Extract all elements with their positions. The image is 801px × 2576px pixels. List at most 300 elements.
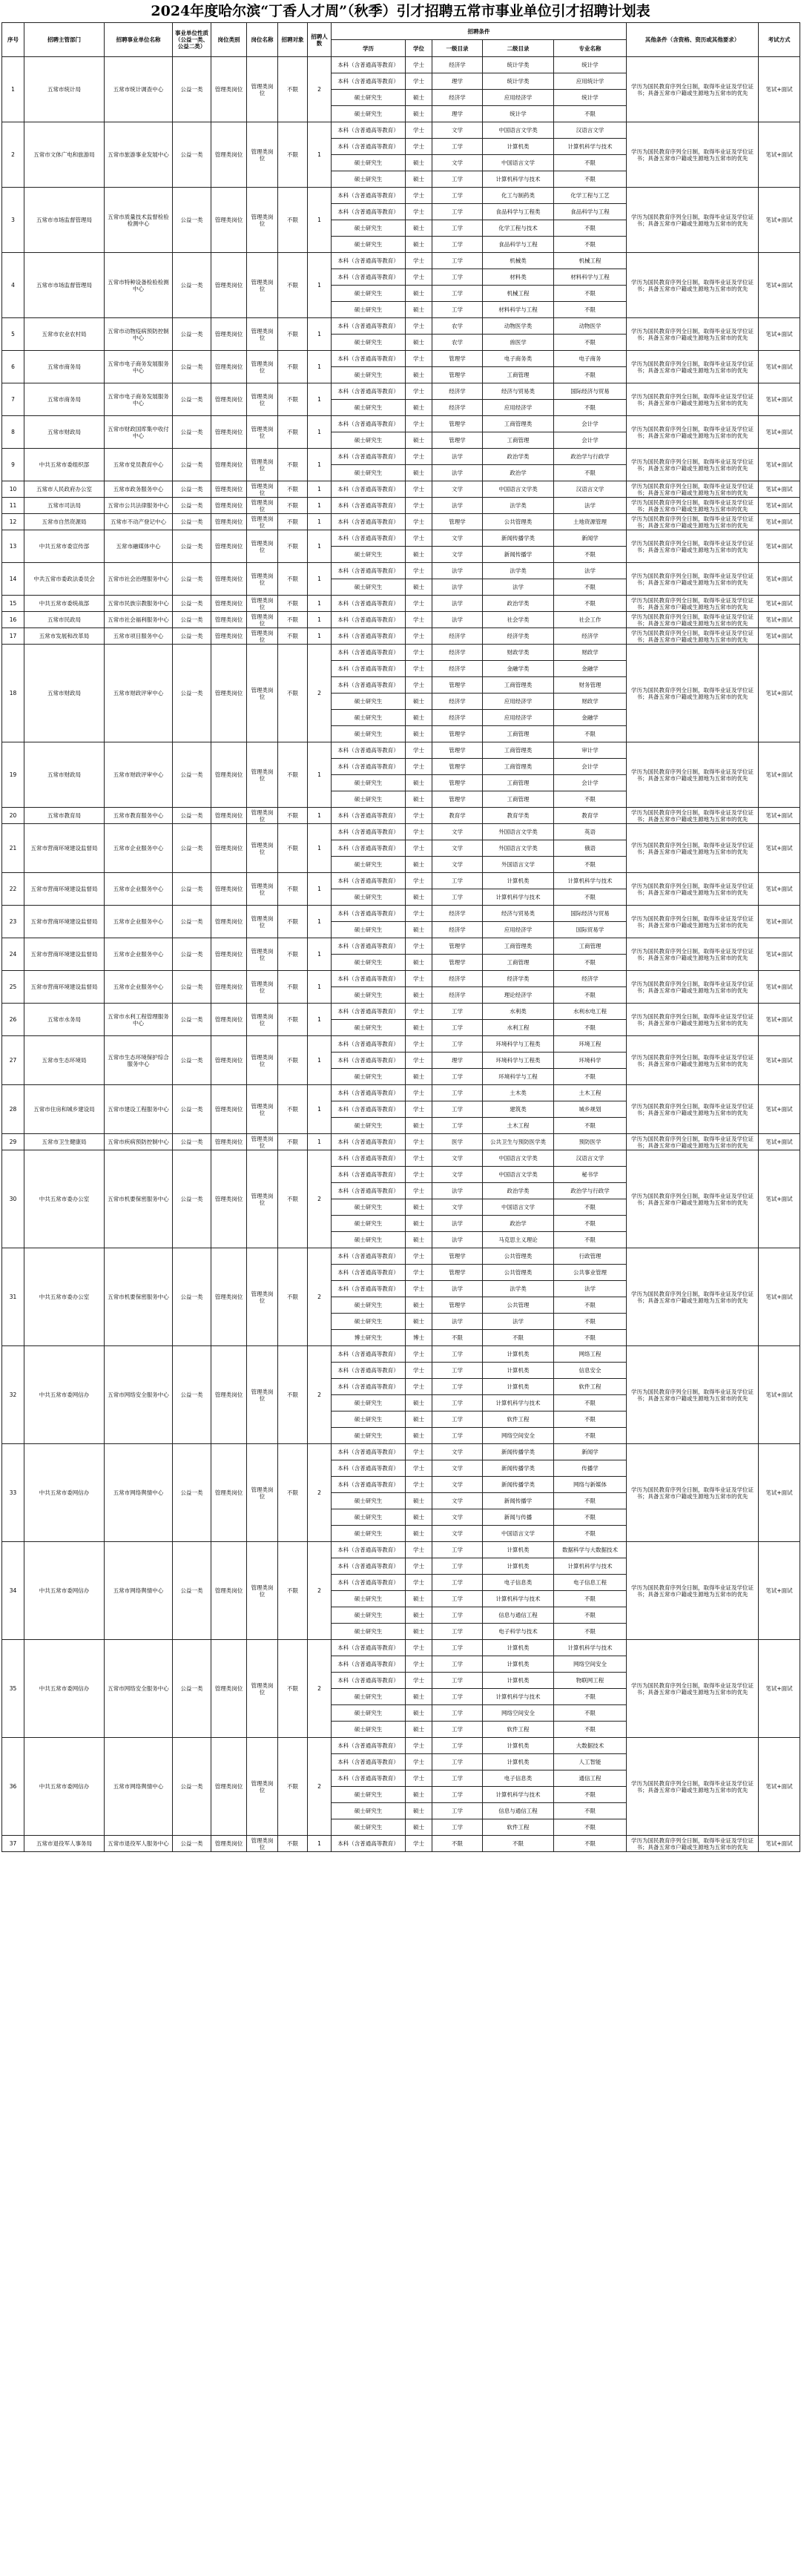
major1-cell: 工学	[432, 253, 483, 269]
degree-cell: 硕士	[406, 465, 432, 481]
major-name-cell: 不限	[554, 1509, 627, 1526]
major1-cell: 管理学	[432, 677, 483, 694]
table-row	[2, 1134, 800, 1150]
degree-cell: 硕士	[406, 775, 432, 791]
nature-cell: 公益一类	[173, 514, 211, 530]
major2-cell: 电子信息类	[483, 1770, 554, 1787]
post-name-cell: 管理类岗位	[247, 873, 278, 906]
table-row	[2, 873, 800, 889]
major-name-cell: 电子信息工程	[554, 1575, 627, 1591]
major1-cell: 法学	[432, 1183, 483, 1199]
education-cell: 本科（含普通高等教育）	[332, 1640, 406, 1656]
education-cell: 硕士研究生	[332, 791, 406, 808]
major2-cell: 经济与贸易类	[483, 906, 554, 922]
nature-cell: 公益一类	[173, 1444, 211, 1542]
other-cell: 学历为国民教育序列全日制，取得毕业证及学位证书；具备五常市户籍或生源地为五常市的优先	[627, 122, 759, 188]
education-cell: 本科（含普通高等教育）	[332, 938, 406, 955]
major1-cell: 工学	[432, 1395, 483, 1411]
major-name-cell: 教育学	[554, 808, 627, 824]
major2-cell: 理论经济学	[483, 987, 554, 1004]
education-cell: 本科（含普通高等教育）	[332, 628, 406, 645]
other-cell: 学历为国民教育序列全日制，取得毕业证及学位证书；具备五常市户籍或生源地为五常市的优先	[627, 514, 759, 530]
seq-cell: 5	[2, 318, 24, 351]
seq-cell: 34	[2, 1542, 24, 1640]
major-name-cell: 不限	[554, 1803, 627, 1819]
major-name-cell: 会计学	[554, 416, 627, 432]
age-cell: 不限	[278, 1085, 308, 1134]
seq-cell: 22	[2, 873, 24, 906]
seq-cell: 25	[2, 971, 24, 1004]
education-cell: 硕士研究生	[332, 1722, 406, 1738]
degree-cell: 硕士	[406, 1722, 432, 1738]
education-cell: 本科（含普通高等教育）	[332, 1281, 406, 1297]
dept-cell: 五常市营商环境建设监督局	[24, 938, 105, 971]
table-row	[2, 1542, 800, 1558]
major-name-cell: 公共事业管理	[554, 1265, 627, 1281]
degree-cell: 学士	[406, 1460, 432, 1477]
education-cell: 硕士研究生	[332, 922, 406, 938]
degree-cell: 学士	[406, 1183, 432, 1199]
major2-cell: 计算机科学与技术	[483, 1689, 554, 1705]
age-cell: 不限	[278, 645, 308, 742]
degree-cell: 学士	[406, 596, 432, 612]
major2-cell: 软件工程	[483, 1722, 554, 1738]
table-row	[2, 530, 800, 547]
table-row	[2, 645, 800, 661]
major1-cell: 管理学	[432, 1265, 483, 1281]
major-name-cell: 食品科学与工程	[554, 204, 627, 220]
age-cell: 不限	[278, 808, 308, 824]
major2-cell: 环境科学与工程类	[483, 1036, 554, 1053]
major2-cell: 环境科学与工程	[483, 1069, 554, 1085]
major1-cell: 工学	[432, 1754, 483, 1770]
major1-cell: 管理学	[432, 1248, 483, 1265]
degree-cell: 硕士	[406, 1411, 432, 1428]
major1-cell: 工学	[432, 1738, 483, 1754]
education-cell: 硕士研究生	[332, 1705, 406, 1722]
degree-cell: 学士	[406, 1558, 432, 1575]
degree-cell: 学士	[406, 1640, 432, 1656]
education-cell: 本科（含普通高等教育）	[332, 1183, 406, 1199]
education-cell: 硕士研究生	[332, 710, 406, 726]
age-cell: 不限	[278, 628, 308, 645]
education-cell: 硕士研究生	[332, 1689, 406, 1705]
age-cell: 不限	[278, 596, 308, 612]
major-name-cell: 不限	[554, 1411, 627, 1428]
major2-cell: 工商管理类	[483, 759, 554, 775]
major2-cell: 社会学类	[483, 612, 554, 628]
education-cell: 本科（含普通高等教育）	[332, 351, 406, 367]
degree-cell: 学士	[406, 1542, 432, 1558]
seq-cell: 35	[2, 1640, 24, 1738]
table-row	[2, 596, 800, 612]
degree-cell: 硕士	[406, 1118, 432, 1134]
age-cell: 不限	[278, 938, 308, 971]
post-name-cell: 管理类岗位	[247, 481, 278, 498]
method-cell: 笔试+面试	[759, 1134, 800, 1150]
major-name-cell: 应用统计学	[554, 73, 627, 90]
post-name-cell: 管理类岗位	[247, 906, 278, 938]
other-cell: 学历为国民教育序列全日制，取得毕业证及学位证书；具备五常市户籍或生源地为五常市的优先	[627, 938, 759, 971]
education-cell: 本科（含普通高等教育）	[332, 1363, 406, 1379]
major1-cell: 不限	[432, 1836, 483, 1852]
post-name-cell: 管理类岗位	[247, 1004, 278, 1036]
degree-cell: 学士	[406, 661, 432, 677]
other-cell: 学历为国民教育序列全日制，取得毕业证及学位证书；具备五常市户籍或生源地为五常市的优先	[627, 645, 759, 742]
major-name-cell: 不限	[554, 955, 627, 971]
major2-cell: 计算机类	[483, 1673, 554, 1689]
count-cell: 1	[308, 1836, 332, 1852]
major1-cell: 经济学	[432, 710, 483, 726]
method-cell: 笔试+面试	[759, 416, 800, 449]
nature-cell: 公益一类	[173, 383, 211, 416]
degree-cell: 学士	[406, 840, 432, 857]
major2-cell: 中国语言文学	[483, 1199, 554, 1216]
major2-cell: 食品科学与工程	[483, 237, 554, 253]
major1-cell: 文学	[432, 1509, 483, 1526]
major2-cell: 动物医学类	[483, 318, 554, 335]
education-cell: 本科（含普通高等教育）	[332, 906, 406, 922]
degree-cell: 硕士	[406, 1509, 432, 1526]
degree-cell: 硕士	[406, 1069, 432, 1085]
education-cell: 硕士研究生	[332, 302, 406, 318]
major2-cell: 网络空间安全	[483, 1705, 554, 1722]
major1-cell: 工学	[432, 269, 483, 286]
method-cell: 笔试+面试	[759, 808, 800, 824]
major1-cell: 工学	[432, 1428, 483, 1444]
post-name-cell: 管理类岗位	[247, 1444, 278, 1542]
seq-cell: 33	[2, 1444, 24, 1542]
post-name-cell: 管理类岗位	[247, 1248, 278, 1346]
degree-cell: 学士	[406, 122, 432, 139]
other-cell: 学历为国民教育序列全日制，取得毕业证及学位证书；具备五常市户籍或生源地为五常市的优先	[627, 1248, 759, 1346]
dept-cell: 中共五常市委组织部	[24, 449, 105, 481]
other-cell: 学历为国民教育序列全日制，取得毕业证及学位证书；具备五常市户籍或生源地为五常市的优先	[627, 612, 759, 628]
post-cat-cell: 管理类岗位	[211, 1085, 247, 1134]
nature-cell: 公益一类	[173, 1640, 211, 1738]
age-cell: 不限	[278, 122, 308, 188]
post-cat-cell: 管理类岗位	[211, 188, 247, 253]
education-cell: 硕士研究生	[332, 987, 406, 1004]
degree-cell: 硕士	[406, 579, 432, 596]
degree-cell: 硕士	[406, 1297, 432, 1314]
header-post-name: 岗位名称	[247, 23, 278, 57]
major1-cell: 文学	[432, 1150, 483, 1167]
dept-cell: 五常市自然资源局	[24, 514, 105, 530]
count-cell: 1	[308, 971, 332, 1004]
method-cell: 笔试+面试	[759, 498, 800, 514]
degree-cell: 学士	[406, 1754, 432, 1770]
degree-cell: 硕士	[406, 1624, 432, 1640]
post-cat-cell: 管理类岗位	[211, 1346, 247, 1444]
degree-cell: 硕士	[406, 400, 432, 416]
dept-cell: 中共五常市委网信办	[24, 1640, 105, 1738]
education-cell: 本科（含普通高等教育）	[332, 677, 406, 694]
education-cell: 本科（含普通高等教育）	[332, 188, 406, 204]
major1-cell: 经济学	[432, 987, 483, 1004]
major1-cell: 法学	[432, 1216, 483, 1232]
education-cell: 本科（含普通高等教育）	[332, 873, 406, 889]
degree-cell: 学士	[406, 1836, 432, 1852]
major-name-cell: 汉语言文学	[554, 1150, 627, 1167]
major-name-cell: 不限	[554, 547, 627, 563]
post-cat-cell: 管理类岗位	[211, 1248, 247, 1346]
age-cell: 不限	[278, 1150, 308, 1248]
major-name-cell: 不限	[554, 1330, 627, 1346]
major-name-cell: 土地资源管理	[554, 514, 627, 530]
degree-cell: 学士	[406, 1150, 432, 1167]
major2-cell: 工商管理类	[483, 416, 554, 432]
major1-cell: 文学	[432, 481, 483, 498]
major2-cell: 化工与制药类	[483, 188, 554, 204]
dept-cell: 五常市文体广电和旅游局	[24, 122, 105, 188]
count-cell: 1	[308, 351, 332, 383]
nature-cell: 公益一类	[173, 57, 211, 122]
unit-cell: 五常市民族宗教服务中心	[105, 596, 173, 612]
seq-cell: 18	[2, 645, 24, 742]
major-name-cell: 不限	[554, 1395, 627, 1411]
degree-cell: 硕士	[406, 367, 432, 383]
education-cell: 硕士研究生	[332, 1624, 406, 1640]
major-name-cell: 不限	[554, 1069, 627, 1085]
seq-cell: 31	[2, 1248, 24, 1346]
major-name-cell: 不限	[554, 1020, 627, 1036]
major2-cell: 财政学类	[483, 645, 554, 661]
major2-cell: 中国语言文学类	[483, 1167, 554, 1183]
major-name-cell: 财政学	[554, 694, 627, 710]
major1-cell: 工学	[432, 1004, 483, 1020]
education-cell: 本科（含普通高等教育）	[332, 1575, 406, 1591]
major-name-cell: 不限	[554, 1624, 627, 1640]
nature-cell: 公益一类	[173, 1134, 211, 1150]
degree-cell: 硕士	[406, 987, 432, 1004]
post-cat-cell: 管理类岗位	[211, 938, 247, 971]
major-name-cell: 不限	[554, 1607, 627, 1624]
degree-cell: 学士	[406, 1085, 432, 1101]
table-row	[2, 1444, 800, 1460]
degree-cell: 学士	[406, 1101, 432, 1118]
major1-cell: 工学	[432, 302, 483, 318]
major2-cell: 中国语言文学类	[483, 122, 554, 139]
education-cell: 本科（含普通高等教育）	[332, 204, 406, 220]
education-cell: 硕士研究生	[332, 775, 406, 791]
other-cell: 学历为国民教育序列全日制，取得毕业证及学位证书；具备五常市户籍或生源地为五常市的优先	[627, 906, 759, 938]
major-name-cell: 不限	[554, 302, 627, 318]
major2-cell: 电子科学与技术	[483, 1624, 554, 1640]
unit-cell: 五常市特种设备检验检测中心	[105, 253, 173, 318]
other-cell: 学历为国民教育序列全日制，取得毕业证及学位证书；具备五常市户籍或生源地为五常市的优先	[627, 563, 759, 596]
major-name-cell: 不限	[554, 579, 627, 596]
count-cell: 1	[308, 873, 332, 906]
degree-cell: 学士	[406, 1738, 432, 1754]
header-education: 学历	[332, 40, 406, 57]
unit-cell: 五常市财政评审中心	[105, 742, 173, 808]
age-cell: 不限	[278, 1542, 308, 1640]
major2-cell: 经济与贸易类	[483, 383, 554, 400]
table-row	[2, 824, 800, 840]
post-cat-cell: 管理类岗位	[211, 253, 247, 318]
major2-cell: 统计学类	[483, 57, 554, 73]
major2-cell: 材料类	[483, 269, 554, 286]
major2-cell: 外国语言文学类	[483, 840, 554, 857]
major1-cell: 文学	[432, 547, 483, 563]
post-cat-cell: 管理类岗位	[211, 612, 247, 628]
post-name-cell: 管理类岗位	[247, 1738, 278, 1836]
dept-cell: 五常市教育局	[24, 808, 105, 824]
seq-cell: 32	[2, 1346, 24, 1444]
major1-cell: 经济学	[432, 57, 483, 73]
major-name-cell: 土木工程	[554, 1085, 627, 1101]
education-cell: 本科（含普通高等教育）	[332, 1167, 406, 1183]
degree-cell: 学士	[406, 1036, 432, 1053]
post-name-cell: 管理类岗位	[247, 1836, 278, 1852]
dept-cell: 五常市营商环境建设监督局	[24, 906, 105, 938]
post-cat-cell: 管理类岗位	[211, 514, 247, 530]
seq-cell: 10	[2, 481, 24, 498]
count-cell: 2	[308, 645, 332, 742]
education-cell: 硕士研究生	[332, 1199, 406, 1216]
education-cell: 本科（含普通高等教育）	[332, 1738, 406, 1754]
other-cell: 学历为国民教育序列全日制，取得毕业证及学位证书；具备五常市户籍或生源地为五常市的优先	[627, 188, 759, 253]
education-cell: 硕士研究生	[332, 1493, 406, 1509]
major1-cell: 管理学	[432, 759, 483, 775]
post-cat-cell: 管理类岗位	[211, 498, 247, 514]
seq-cell: 14	[2, 563, 24, 596]
education-cell: 硕士研究生	[332, 1314, 406, 1330]
major-name-cell: 传播学	[554, 1460, 627, 1477]
education-cell: 硕士研究生	[332, 955, 406, 971]
education-cell: 硕士研究生	[332, 1607, 406, 1624]
education-cell: 本科（含普通高等教育）	[332, 1101, 406, 1118]
header-age: 招聘对象	[278, 23, 308, 57]
post-name-cell: 管理类岗位	[247, 563, 278, 596]
recruitment-table	[1, 22, 800, 1852]
degree-cell: 硕士	[406, 1705, 432, 1722]
degree-cell: 学士	[406, 1656, 432, 1673]
major2-cell: 应用经济学	[483, 694, 554, 710]
major1-cell: 管理学	[432, 514, 483, 530]
count-cell: 1	[308, 938, 332, 971]
post-cat-cell: 管理类岗位	[211, 530, 247, 563]
degree-cell: 硕士	[406, 1216, 432, 1232]
nature-cell: 公益一类	[173, 938, 211, 971]
unit-cell: 五常市网络舆情中心	[105, 1738, 173, 1836]
major-name-cell: 不限	[554, 791, 627, 808]
age-cell: 不限	[278, 1738, 308, 1836]
post-name-cell: 管理类岗位	[247, 938, 278, 971]
major1-cell: 管理学	[432, 955, 483, 971]
degree-cell: 硕士	[406, 1395, 432, 1411]
major2-cell: 机械工程	[483, 286, 554, 302]
dept-cell: 五常市财政局	[24, 645, 105, 742]
table-row	[2, 612, 800, 628]
seq-cell: 29	[2, 1134, 24, 1150]
seq-cell: 11	[2, 498, 24, 514]
education-cell: 本科（含普通高等教育）	[332, 759, 406, 775]
table-row	[2, 1346, 800, 1363]
other-cell: 学历为国民教育序列全日制，取得毕业证及学位证书；具备五常市户籍或生源地为五常市的优先	[627, 1004, 759, 1036]
major1-cell: 工学	[432, 1411, 483, 1428]
major2-cell: 新闻传播学	[483, 1493, 554, 1509]
other-cell: 学历为国民教育序列全日制，取得毕业证及学位证书；具备五常市户籍或生源地为五常市的优先	[627, 1036, 759, 1085]
education-cell: 硕士研究生	[332, 1118, 406, 1134]
table-row	[2, 1004, 800, 1020]
other-cell: 学历为国民教育序列全日制，取得毕业证及学位证书；具备五常市户籍或生源地为五常市的优先	[627, 1150, 759, 1248]
major-name-cell: 环境科学	[554, 1053, 627, 1069]
post-name-cell: 管理类岗位	[247, 57, 278, 122]
unit-cell: 五常市旅游事业发展中心	[105, 122, 173, 188]
major2-cell: 不限	[483, 1836, 554, 1852]
other-cell: 学历为国民教育序列全日制，取得毕业证及学位证书；具备五常市户籍或生源地为五常市的优先	[627, 1085, 759, 1134]
header-major1: 一级目录	[432, 40, 483, 57]
method-cell: 笔试+面试	[759, 938, 800, 971]
degree-cell: 硕士	[406, 710, 432, 726]
table-row	[2, 498, 800, 514]
post-name-cell: 管理类岗位	[247, 318, 278, 351]
other-cell: 学历为国民教育序列全日制，取得毕业证及学位证书；具备五常市户籍或生源地为五常市的优先	[627, 318, 759, 351]
count-cell: 2	[308, 1346, 332, 1444]
education-cell: 本科（含普通高等教育）	[332, 1036, 406, 1053]
major2-cell: 化学工程与技术	[483, 220, 554, 237]
degree-cell: 学士	[406, 1346, 432, 1363]
major-name-cell: 计算机科学与技术	[554, 1640, 627, 1656]
age-cell: 不限	[278, 612, 308, 628]
other-cell: 学历为国民教育序列全日制，取得毕业证及学位证书；具备五常市户籍或生源地为五常市的优先	[627, 481, 759, 498]
education-cell: 硕士研究生	[332, 857, 406, 873]
major1-cell: 法学	[432, 1281, 483, 1297]
other-cell: 学历为国民教育序列全日制，取得毕业证及学位证书；具备五常市户籍或生源地为五常市的优先	[627, 1134, 759, 1150]
post-name-cell: 管理类岗位	[247, 1036, 278, 1085]
post-name-cell: 管理类岗位	[247, 188, 278, 253]
count-cell: 1	[308, 416, 332, 449]
major-name-cell: 城乡规划	[554, 1101, 627, 1118]
post-name-cell: 管理类岗位	[247, 530, 278, 563]
major1-cell: 文学	[432, 155, 483, 171]
dept-cell: 中共五常市委网信办	[24, 1738, 105, 1836]
education-cell: 硕士研究生	[332, 1297, 406, 1314]
education-cell: 本科（含普通高等教育）	[332, 1150, 406, 1167]
major2-cell: 计算机类	[483, 1640, 554, 1656]
degree-cell: 硕士	[406, 1199, 432, 1216]
major1-cell: 工学	[432, 1722, 483, 1738]
count-cell: 1	[308, 122, 332, 188]
major-name-cell: 俄语	[554, 840, 627, 857]
degree-cell: 硕士	[406, 1232, 432, 1248]
method-cell: 笔试+面试	[759, 57, 800, 122]
major1-cell: 教育学	[432, 808, 483, 824]
post-cat-cell: 管理类岗位	[211, 1444, 247, 1542]
other-cell: 学历为国民教育序列全日制，取得毕业证及学位证书；具备五常市户籍或生源地为五常市的优先	[627, 1738, 759, 1836]
post-cat-cell: 管理类岗位	[211, 1036, 247, 1085]
major2-cell: 计算机科学与技术	[483, 171, 554, 188]
dept-cell: 中共五常市委网信办	[24, 1542, 105, 1640]
major2-cell: 电子商务类	[483, 351, 554, 367]
count-cell: 1	[308, 1004, 332, 1036]
dept-cell: 中共五常市委办公室	[24, 1248, 105, 1346]
degree-cell: 硕士	[406, 1803, 432, 1819]
other-cell: 学历为国民教育序列全日制，取得毕业证及学位证书；具备五常市户籍或生源地为五常市的优先	[627, 416, 759, 449]
unit-cell: 五常市退役军人服务中心	[105, 1836, 173, 1852]
nature-cell: 公益一类	[173, 971, 211, 1004]
major-name-cell: 统计学	[554, 57, 627, 73]
major1-cell: 管理学	[432, 367, 483, 383]
unit-cell: 五常市建设工程服务中心	[105, 1085, 173, 1134]
education-cell: 本科（含普通高等教育）	[332, 269, 406, 286]
age-cell: 不限	[278, 416, 308, 449]
degree-cell: 学士	[406, 481, 432, 498]
table-row	[2, 351, 800, 367]
other-cell: 学历为国民教育序列全日制，取得毕业证及学位证书；具备五常市户籍或生源地为五常市的优先	[627, 1444, 759, 1542]
